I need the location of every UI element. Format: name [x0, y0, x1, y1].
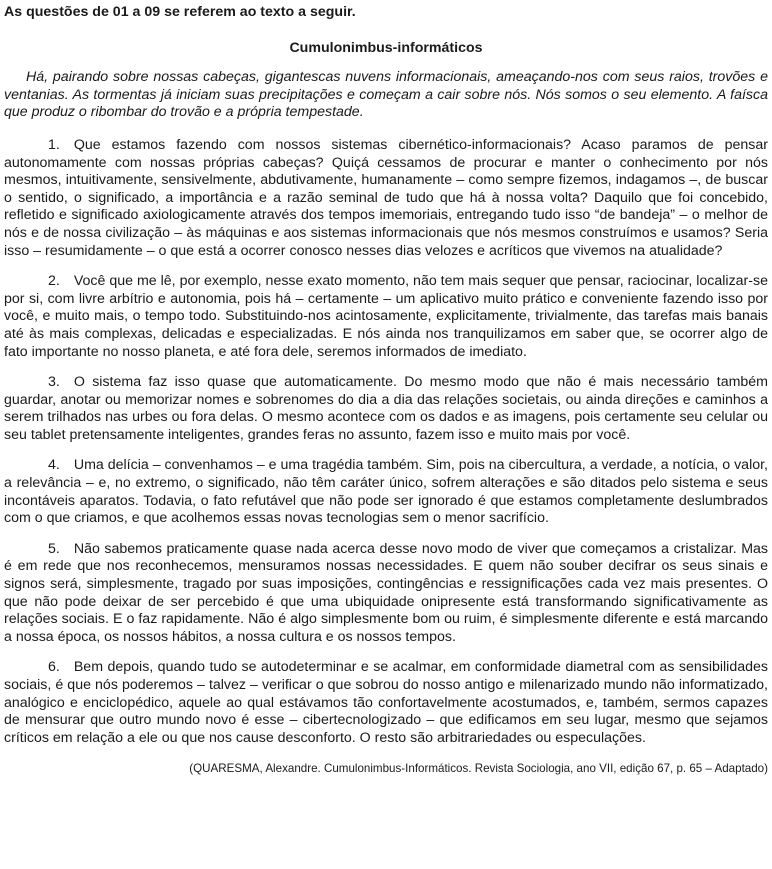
- article-epigraph: Há, pairando sobre nossas cabeças, gigantescas nuvens informacionais, ameaçando-nos com seus raios, trovões e ventanias. As tormentas já iniciam suas precipitações e começam a cair sobre nós. Nós somos o seu elemento. A faísca que produz o ribombar do trovão e a própria tempestade.: [4, 69, 768, 121]
- paragraph-1: [4, 137, 768, 260]
- paragraph-5: [4, 541, 768, 647]
- questions-intro: As questões de 01 a 09 se referem ao texto a seguir.: [4, 4, 356, 20]
- paragraph-6: [4, 659, 768, 747]
- paragraph-text: Que estamos fazendo com nossos sistemas cibernético-informacionais? Acaso paramos de pensar autonomamente com nossas próprias cabeças? Quiçá cessamos de procurar e manter o conhecimento por nós mesmos, intuitivamente, sensivelmente, abdutivamente, humanamente – como sempre fizemos, indagamos –, de buscar o sentido, o significado, a importância e a razão seminal de tudo que há à nossa volta? Daquilo que foi concebido, refletido e significado axiologicamente através dos tempos imemoriais, entregando tudo isso “de bandeja” – o melhor de nós e de nossa civilização – às máquinas e aos sistemas informacionais que nós mesmos construímos e usamos? Seria isso – resumidamente – o que está a ocorrer conosco nesses dias velozes e acríticos que vivemos na atualidade?: [4, 136, 768, 259]
- paragraph-number: 2.: [48, 273, 60, 290]
- paragraph-number: 4.: [48, 457, 60, 474]
- paragraph-text: Você que me lê, por exemplo, nesse exato momento, não tem mais sequer que pensar, raciocinar, localizar-se por si, com livre arbítrio e autonomia, pois há – certamente – um aplicativo muito prático e conveniente fazendo isso por você, e muito mais, o tempo todo. Substituindo-nos acintosamente, explicitamente, trivialmente, das tarefas mais banais até às mais complexas, delicadas e especializadas. E nós ainda nos tranquilizamos em saber que, se ocorrer algo de fato importante no nosso planeta, e até fora dele, seremos informados de imediato.: [4, 273, 768, 360]
- paragraph-number: 6.: [48, 659, 60, 676]
- article-body: [4, 137, 768, 747]
- paragraph-text: O sistema faz isso quase que automaticamente. Do mesmo modo que não é mais necessário também guardar, anotar ou memorizar nomes e sobrenomes do dia a dia das relações societais, ou ainda direções e caminhos a serem trilhados nas urbes ou fora delas. O mesmo acontece com os dados e as imagens, pois certamente seu celular ou seu tablet pretensamente inteligentes, grandes feras no assunto, fazem isso e muito mais por você.: [4, 374, 768, 443]
- paragraph-text: Bem depois, quando tudo se autodeterminar e se acalmar, em conformidade diametral com as sensibilidades sociais, é que nós poderemos – talvez – verificar o que sobrou do nosso antigo e milenarizado mundo não informatizado, analógico e enciclopédico, aquele ao qual estávamos tão confortavelmente acostumados, e, também, sermos capazes de mensurar que outro mundo novo é esse – cibertecnologizado – que edificamos em seu lugar, mesmo que sejamos críticos em relação a ele ou que nos cause desconforto. O resto são arbitrariedades ou especulações.: [4, 659, 768, 746]
- article-title: Cumulonimbus-informáticos: [289, 39, 483, 56]
- paragraph-4: [4, 457, 768, 527]
- paragraph-number: 3.: [48, 374, 60, 391]
- paragraph-2: [4, 273, 768, 361]
- paragraph-number: 5.: [48, 540, 60, 557]
- paragraph-number: 1.: [48, 136, 60, 153]
- paragraph-text: Não sabemos praticamente quase nada acerca desse novo modo de viver que começamos a cristalizar. Mas é em rede que nos reconhecemos, mensuramos nossas necessidades. E quem não souber decifrar os seus sinais e signos será, simplesmente, tragado por suas imposições, contingências e ressignificações cada vez mais presentes. O que não pode deixar de ser percebido é que uma ubiquidade onipresente está transformando significativamente as relações sociais. E o faz rapidamente. Não é algo simplesmente bom ou ruim, é simplesmente diferente e está marcando a nossa época, os nossos hábitos, a nossa cultura e os nossos tempos.: [4, 540, 768, 645]
- paragraph-text: Uma delícia – convenhamos – e uma tragédia também. Sim, pois na cibercultura, a verdade, a notícia, o valor, a relevância – e, no extremo, o significado, não têm caráter único, sofrem alterações e são ditados pelo sistema e seus incontáveis aparatos. Todavia, o fato refutável que não pode ser ignorado é que estamos completamente deslumbrados com o que criamos, e que acolhemos essas novas tecnologias sem o menor sacrifício.: [4, 457, 768, 527]
- source-citation: (QUARESMA, Alexandre. Cumulonimbus-Informáticos. Revista Sociologia, ano VII, edição 67, p. 65 – Adaptado): [189, 762, 768, 776]
- paragraph-3: [4, 374, 768, 444]
